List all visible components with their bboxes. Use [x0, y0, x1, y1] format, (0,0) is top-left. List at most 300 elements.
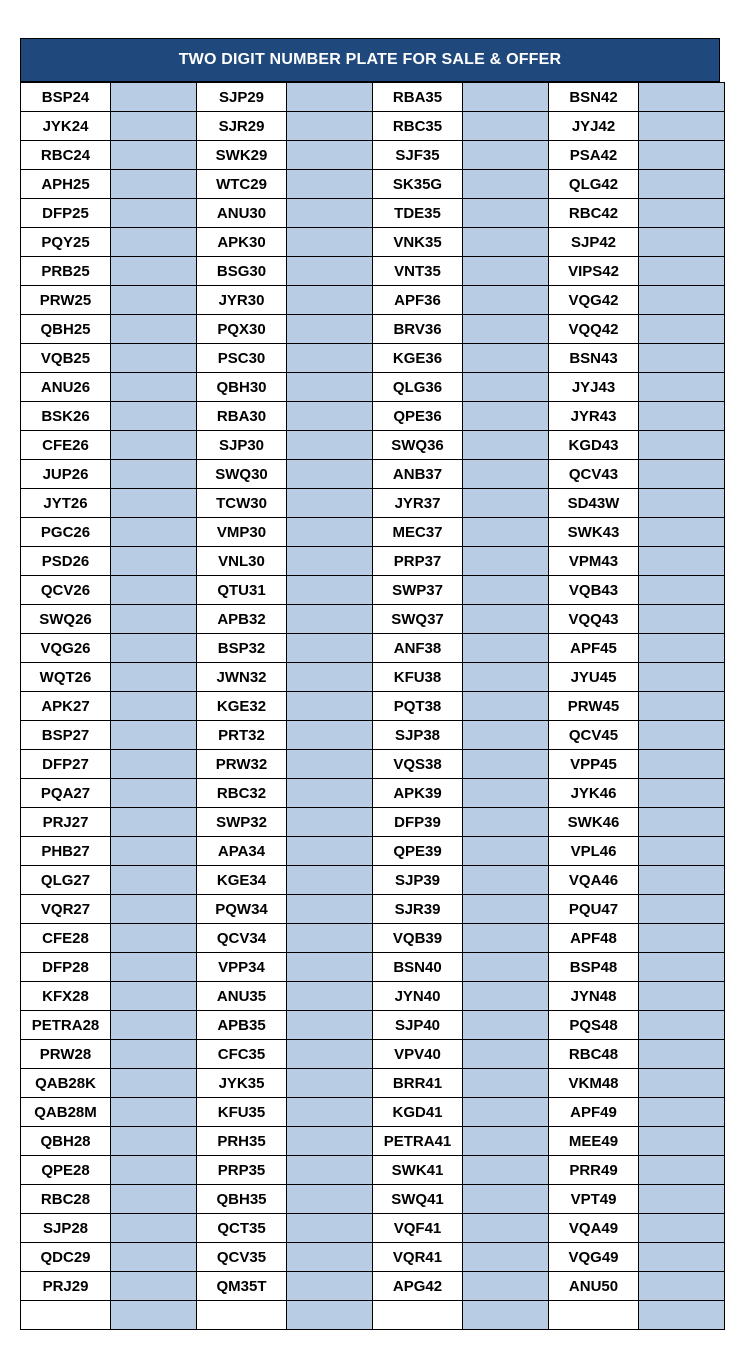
table-row	[21, 1040, 725, 1069]
offer-cell[interactable]	[463, 257, 549, 286]
plate-number-cell: BSG30	[197, 257, 287, 286]
offer-cell[interactable]	[639, 1011, 725, 1040]
offer-cell[interactable]	[287, 518, 373, 547]
offer-cell[interactable]	[463, 518, 549, 547]
offer-cell[interactable]	[639, 866, 725, 895]
table-row	[21, 1272, 725, 1301]
plate-number-cell: PRR49	[549, 1156, 639, 1185]
plate-number-cell: RBC24	[21, 141, 111, 170]
offer-cell[interactable]	[639, 837, 725, 866]
plate-number-cell: KGD41	[373, 1098, 463, 1127]
plate-number-cell: BSP27	[21, 721, 111, 750]
plate-number-cell: PRW28	[21, 1040, 111, 1069]
plate-number-cell: VPT49	[549, 1185, 639, 1214]
offer-cell[interactable]	[287, 228, 373, 257]
plate-number-cell: DFP28	[21, 953, 111, 982]
offer-cell[interactable]	[463, 373, 549, 402]
offer-cell[interactable]	[463, 170, 549, 199]
table-row	[21, 837, 725, 866]
plate-number-cell: QBH25	[21, 315, 111, 344]
offer-cell[interactable]	[463, 837, 549, 866]
offer-cell[interactable]	[111, 1301, 197, 1330]
offer-cell[interactable]	[639, 402, 725, 431]
offer-cell[interactable]	[111, 576, 197, 605]
offer-cell[interactable]	[463, 1098, 549, 1127]
plate-number-cell: JYK35	[197, 1069, 287, 1098]
table-row	[21, 1214, 725, 1243]
offer-cell[interactable]	[111, 721, 197, 750]
plate-number-cell: SWP32	[197, 808, 287, 837]
offer-cell[interactable]	[463, 1214, 549, 1243]
offer-cell[interactable]	[287, 779, 373, 808]
plate-number-cell: BSP24	[21, 83, 111, 112]
plate-number-cell: QCV43	[549, 460, 639, 489]
offer-cell[interactable]	[463, 779, 549, 808]
table-row	[21, 489, 725, 518]
offer-cell[interactable]	[111, 750, 197, 779]
table-row	[21, 808, 725, 837]
offer-cell[interactable]	[111, 373, 197, 402]
offer-cell[interactable]	[287, 605, 373, 634]
offer-cell[interactable]	[111, 895, 197, 924]
offer-cell[interactable]	[111, 779, 197, 808]
offer-cell[interactable]	[463, 895, 549, 924]
offer-cell[interactable]	[463, 634, 549, 663]
offer-cell[interactable]	[639, 1214, 725, 1243]
offer-cell[interactable]	[287, 1011, 373, 1040]
offer-cell[interactable]	[111, 1069, 197, 1098]
table-row	[21, 112, 725, 141]
plate-number-cell: JYR43	[549, 402, 639, 431]
table-row	[21, 344, 725, 373]
plate-number-cell: PRT32	[197, 721, 287, 750]
offer-cell[interactable]	[287, 721, 373, 750]
offer-cell[interactable]	[639, 1098, 725, 1127]
offer-cell[interactable]	[287, 286, 373, 315]
offer-cell[interactable]	[639, 895, 725, 924]
offer-cell[interactable]	[639, 1156, 725, 1185]
table-row	[21, 953, 725, 982]
offer-cell[interactable]	[287, 112, 373, 141]
offer-cell[interactable]	[287, 576, 373, 605]
plate-number-cell: PQA27	[21, 779, 111, 808]
offer-cell[interactable]	[111, 547, 197, 576]
offer-cell[interactable]	[287, 402, 373, 431]
plate-number-cell: APF48	[549, 924, 639, 953]
offer-cell[interactable]	[639, 634, 725, 663]
offer-cell[interactable]	[463, 924, 549, 953]
offer-cell[interactable]	[111, 112, 197, 141]
plate-number-cell: SJP39	[373, 866, 463, 895]
plate-number-cell: QAB28K	[21, 1069, 111, 1098]
plate-number-cell: QLG27	[21, 866, 111, 895]
offer-cell[interactable]	[463, 692, 549, 721]
offer-cell[interactable]	[463, 1040, 549, 1069]
table-row	[21, 721, 725, 750]
plate-number-cell: JYN40	[373, 982, 463, 1011]
plate-number-cell: VIPS42	[549, 257, 639, 286]
offer-cell[interactable]	[111, 1011, 197, 1040]
plate-number-cell: QPE39	[373, 837, 463, 866]
plate-number-cell	[549, 1301, 639, 1330]
offer-cell[interactable]	[639, 692, 725, 721]
table-row	[21, 141, 725, 170]
offer-cell[interactable]	[111, 692, 197, 721]
offer-cell[interactable]	[287, 1243, 373, 1272]
offer-cell[interactable]	[111, 141, 197, 170]
offer-cell[interactable]	[463, 750, 549, 779]
plate-number-cell: TDE35	[373, 199, 463, 228]
plate-number-cell: RBC42	[549, 199, 639, 228]
offer-cell[interactable]	[639, 576, 725, 605]
offer-cell[interactable]	[639, 460, 725, 489]
plate-number-cell: DFP39	[373, 808, 463, 837]
offer-cell[interactable]	[463, 721, 549, 750]
plate-number-cell: VQG26	[21, 634, 111, 663]
plate-number-cell: JYR30	[197, 286, 287, 315]
table-row	[21, 779, 725, 808]
plate-number-cell: VPV40	[373, 1040, 463, 1069]
plate-number-cell: PQU47	[549, 895, 639, 924]
offer-cell[interactable]	[463, 228, 549, 257]
offer-cell[interactable]	[287, 634, 373, 663]
offer-cell[interactable]	[111, 170, 197, 199]
plate-number-cell: VQG49	[549, 1243, 639, 1272]
plate-number-cell: PGC26	[21, 518, 111, 547]
offer-cell[interactable]	[639, 1243, 725, 1272]
offer-cell[interactable]	[111, 1272, 197, 1301]
offer-cell[interactable]	[463, 83, 549, 112]
offer-cell[interactable]	[287, 692, 373, 721]
offer-cell[interactable]	[639, 344, 725, 373]
plate-number-cell: PQS48	[549, 1011, 639, 1040]
offer-cell[interactable]	[639, 431, 725, 460]
offer-cell[interactable]	[463, 953, 549, 982]
offer-cell[interactable]	[287, 460, 373, 489]
table-row	[21, 518, 725, 547]
plate-number-cell: DFP25	[21, 199, 111, 228]
table-row	[21, 460, 725, 489]
offer-cell[interactable]	[111, 605, 197, 634]
offer-cell[interactable]	[463, 344, 549, 373]
offer-cell[interactable]	[287, 837, 373, 866]
plate-number-cell: APA34	[197, 837, 287, 866]
plate-number-cell: SWK29	[197, 141, 287, 170]
plate-number-cell: ANU50	[549, 1272, 639, 1301]
offer-cell[interactable]	[111, 1127, 197, 1156]
plate-number-cell: APF45	[549, 634, 639, 663]
offer-cell[interactable]	[111, 808, 197, 837]
offer-cell[interactable]	[639, 141, 725, 170]
plate-number-cell: BSN40	[373, 953, 463, 982]
plate-number-cell: PQW34	[197, 895, 287, 924]
offer-cell[interactable]	[111, 199, 197, 228]
plate-number-cell: QPE28	[21, 1156, 111, 1185]
plate-number-cell: ANU26	[21, 373, 111, 402]
offer-cell[interactable]	[111, 315, 197, 344]
table-row	[21, 692, 725, 721]
plate-number-cell: JUP26	[21, 460, 111, 489]
plate-number-cell: DFP27	[21, 750, 111, 779]
plate-number-cell: SJP42	[549, 228, 639, 257]
plate-number-cell: PSD26	[21, 547, 111, 576]
offer-cell[interactable]	[111, 837, 197, 866]
offer-cell[interactable]	[463, 1011, 549, 1040]
offer-cell[interactable]	[287, 982, 373, 1011]
offer-cell[interactable]	[287, 924, 373, 953]
plate-number-cell: VPP45	[549, 750, 639, 779]
plate-number-cell: APK27	[21, 692, 111, 721]
offer-cell[interactable]	[287, 373, 373, 402]
plate-number-cell: JYJ42	[549, 112, 639, 141]
offer-cell[interactable]	[463, 1272, 549, 1301]
offer-cell[interactable]	[463, 431, 549, 460]
offer-cell[interactable]	[111, 1156, 197, 1185]
offer-cell[interactable]	[639, 228, 725, 257]
plate-number-cell: QLG42	[549, 170, 639, 199]
offer-cell[interactable]	[463, 1185, 549, 1214]
offer-cell[interactable]	[111, 257, 197, 286]
plate-number-cell: JYK24	[21, 112, 111, 141]
plate-number-cell: VPM43	[549, 547, 639, 576]
offer-cell[interactable]	[639, 518, 725, 547]
offer-cell[interactable]	[463, 808, 549, 837]
plate-number-cell: SD43W	[549, 489, 639, 518]
offer-cell[interactable]	[639, 286, 725, 315]
offer-cell[interactable]	[639, 199, 725, 228]
offer-cell[interactable]	[287, 1301, 373, 1330]
offer-cell[interactable]	[639, 489, 725, 518]
table-row	[21, 199, 725, 228]
offer-cell[interactable]	[639, 605, 725, 634]
offer-cell[interactable]	[287, 1040, 373, 1069]
plate-number-cell: SJP30	[197, 431, 287, 460]
offer-cell[interactable]	[639, 808, 725, 837]
plate-number-cell: QM35T	[197, 1272, 287, 1301]
offer-cell[interactable]	[111, 431, 197, 460]
offer-cell[interactable]	[111, 518, 197, 547]
plate-number-cell: SK35G	[373, 170, 463, 199]
offer-cell[interactable]	[463, 605, 549, 634]
offer-cell[interactable]	[287, 1069, 373, 1098]
plate-number-cell: RBC48	[549, 1040, 639, 1069]
plate-number-cell: QLG36	[373, 373, 463, 402]
offer-cell[interactable]	[111, 228, 197, 257]
offer-cell[interactable]	[639, 373, 725, 402]
table-row	[21, 982, 725, 1011]
plate-number-cell: APB32	[197, 605, 287, 634]
table-row	[21, 924, 725, 953]
offer-cell[interactable]	[111, 489, 197, 518]
offer-cell[interactable]	[111, 402, 197, 431]
plate-number-cell: VQA46	[549, 866, 639, 895]
offer-cell[interactable]	[111, 1243, 197, 1272]
offer-cell[interactable]	[287, 663, 373, 692]
table-row	[21, 83, 725, 112]
offer-cell[interactable]	[463, 1069, 549, 1098]
plate-number-cell: SWK46	[549, 808, 639, 837]
offer-cell[interactable]	[463, 199, 549, 228]
plate-number-cell: BSP48	[549, 953, 639, 982]
offer-cell[interactable]	[287, 431, 373, 460]
offer-cell[interactable]	[639, 83, 725, 112]
offer-cell[interactable]	[639, 1069, 725, 1098]
offer-cell[interactable]	[639, 112, 725, 141]
offer-cell[interactable]	[463, 141, 549, 170]
offer-cell[interactable]	[639, 953, 725, 982]
plate-number-cell: PETRA28	[21, 1011, 111, 1040]
offer-cell[interactable]	[639, 315, 725, 344]
offer-cell[interactable]	[463, 402, 549, 431]
offer-cell[interactable]	[463, 547, 549, 576]
offer-cell[interactable]	[111, 1214, 197, 1243]
plate-number-cell: VQF41	[373, 1214, 463, 1243]
offer-cell[interactable]	[287, 1214, 373, 1243]
offer-cell[interactable]	[287, 170, 373, 199]
plate-number-cell: VQG42	[549, 286, 639, 315]
offer-cell[interactable]	[639, 1040, 725, 1069]
offer-cell[interactable]	[287, 199, 373, 228]
offer-cell[interactable]	[463, 489, 549, 518]
offer-cell[interactable]	[639, 1127, 725, 1156]
offer-cell[interactable]	[287, 1127, 373, 1156]
offer-cell[interactable]	[463, 1243, 549, 1272]
plate-number-cell: CFE26	[21, 431, 111, 460]
offer-cell[interactable]	[639, 257, 725, 286]
offer-cell[interactable]	[287, 83, 373, 112]
plate-number-cell: VNT35	[373, 257, 463, 286]
plate-number-cell: BRV36	[373, 315, 463, 344]
plate-number-cell: QDC29	[21, 1243, 111, 1272]
offer-cell[interactable]	[639, 1301, 725, 1330]
offer-cell[interactable]	[287, 953, 373, 982]
offer-cell[interactable]	[111, 1185, 197, 1214]
table-row	[21, 663, 725, 692]
offer-cell[interactable]	[463, 1156, 549, 1185]
plate-number-cell: SWQ36	[373, 431, 463, 460]
offer-cell[interactable]	[111, 286, 197, 315]
plate-number-cell: VQR41	[373, 1243, 463, 1272]
offer-cell[interactable]	[639, 663, 725, 692]
plate-number-cell: PQX30	[197, 315, 287, 344]
offer-cell[interactable]	[111, 924, 197, 953]
plate-number-cell: PSC30	[197, 344, 287, 373]
table-row	[21, 547, 725, 576]
plate-number-cell: SJP28	[21, 1214, 111, 1243]
plate-number-cell: RBC28	[21, 1185, 111, 1214]
offer-cell[interactable]	[287, 750, 373, 779]
offer-cell[interactable]	[111, 953, 197, 982]
offer-cell[interactable]	[287, 1156, 373, 1185]
offer-cell[interactable]	[287, 895, 373, 924]
offer-cell[interactable]	[287, 315, 373, 344]
plate-number-cell: PRW45	[549, 692, 639, 721]
offer-cell[interactable]	[287, 489, 373, 518]
plate-number-cell: QCT35	[197, 1214, 287, 1243]
offer-cell[interactable]	[111, 982, 197, 1011]
offer-cell[interactable]	[463, 1127, 549, 1156]
empty-row	[21, 1301, 725, 1330]
offer-cell[interactable]	[463, 1301, 549, 1330]
offer-cell[interactable]	[639, 721, 725, 750]
offer-cell[interactable]	[463, 460, 549, 489]
offer-cell[interactable]	[287, 257, 373, 286]
plate-number-cell: BSK26	[21, 402, 111, 431]
plate-number-cell: VQA49	[549, 1214, 639, 1243]
offer-cell[interactable]	[111, 344, 197, 373]
offer-cell[interactable]	[111, 460, 197, 489]
plate-number-cell: CFC35	[197, 1040, 287, 1069]
plate-number-cell: TCW30	[197, 489, 287, 518]
offer-cell[interactable]	[287, 808, 373, 837]
offer-cell[interactable]	[287, 547, 373, 576]
plate-number-cell: PETRA41	[373, 1127, 463, 1156]
plate-number-cell: ANU30	[197, 199, 287, 228]
plate-number-cell: PRW32	[197, 750, 287, 779]
plate-number-cell: ANB37	[373, 460, 463, 489]
plate-number-cell: PSA42	[549, 141, 639, 170]
plate-number-cell	[197, 1301, 287, 1330]
offer-cell[interactable]	[639, 750, 725, 779]
offer-cell[interactable]	[639, 170, 725, 199]
plate-number-cell: SWQ41	[373, 1185, 463, 1214]
plate-number-cell: JYR37	[373, 489, 463, 518]
offer-cell[interactable]	[463, 576, 549, 605]
plate-number-cell: PRP35	[197, 1156, 287, 1185]
plate-number-cell: PRJ29	[21, 1272, 111, 1301]
offer-cell[interactable]	[111, 83, 197, 112]
plate-number-cell: VQS38	[373, 750, 463, 779]
plate-number-cell: SWQ30	[197, 460, 287, 489]
offer-cell[interactable]	[639, 779, 725, 808]
offer-cell[interactable]	[463, 982, 549, 1011]
offer-cell[interactable]	[639, 924, 725, 953]
offer-cell[interactable]	[463, 286, 549, 315]
offer-cell[interactable]	[287, 1098, 373, 1127]
offer-cell[interactable]	[287, 866, 373, 895]
table-row	[21, 866, 725, 895]
offer-cell[interactable]	[463, 866, 549, 895]
plate-number-cell: SJR29	[197, 112, 287, 141]
offer-cell[interactable]	[287, 344, 373, 373]
table-row	[21, 1011, 725, 1040]
offer-cell[interactable]	[639, 1272, 725, 1301]
offer-cell[interactable]	[111, 663, 197, 692]
plate-number-cell: KGE34	[197, 866, 287, 895]
offer-cell[interactable]	[111, 866, 197, 895]
offer-cell[interactable]	[639, 1185, 725, 1214]
table-row	[21, 257, 725, 286]
offer-cell[interactable]	[639, 547, 725, 576]
offer-cell[interactable]	[287, 1272, 373, 1301]
plate-number-cell: QCV45	[549, 721, 639, 750]
offer-cell[interactable]	[463, 112, 549, 141]
offer-cell[interactable]	[639, 982, 725, 1011]
offer-cell[interactable]	[111, 634, 197, 663]
table-row	[21, 576, 725, 605]
plate-number-cell: VQQ43	[549, 605, 639, 634]
offer-cell[interactable]	[287, 1185, 373, 1214]
plate-number-cell: BSN43	[549, 344, 639, 373]
offer-cell[interactable]	[111, 1098, 197, 1127]
offer-cell[interactable]	[463, 663, 549, 692]
offer-cell[interactable]	[111, 1040, 197, 1069]
plate-number-cell: SJP40	[373, 1011, 463, 1040]
offer-cell[interactable]	[287, 141, 373, 170]
offer-cell[interactable]	[463, 315, 549, 344]
plate-table	[20, 82, 725, 1330]
plate-number-cell: SJF35	[373, 141, 463, 170]
